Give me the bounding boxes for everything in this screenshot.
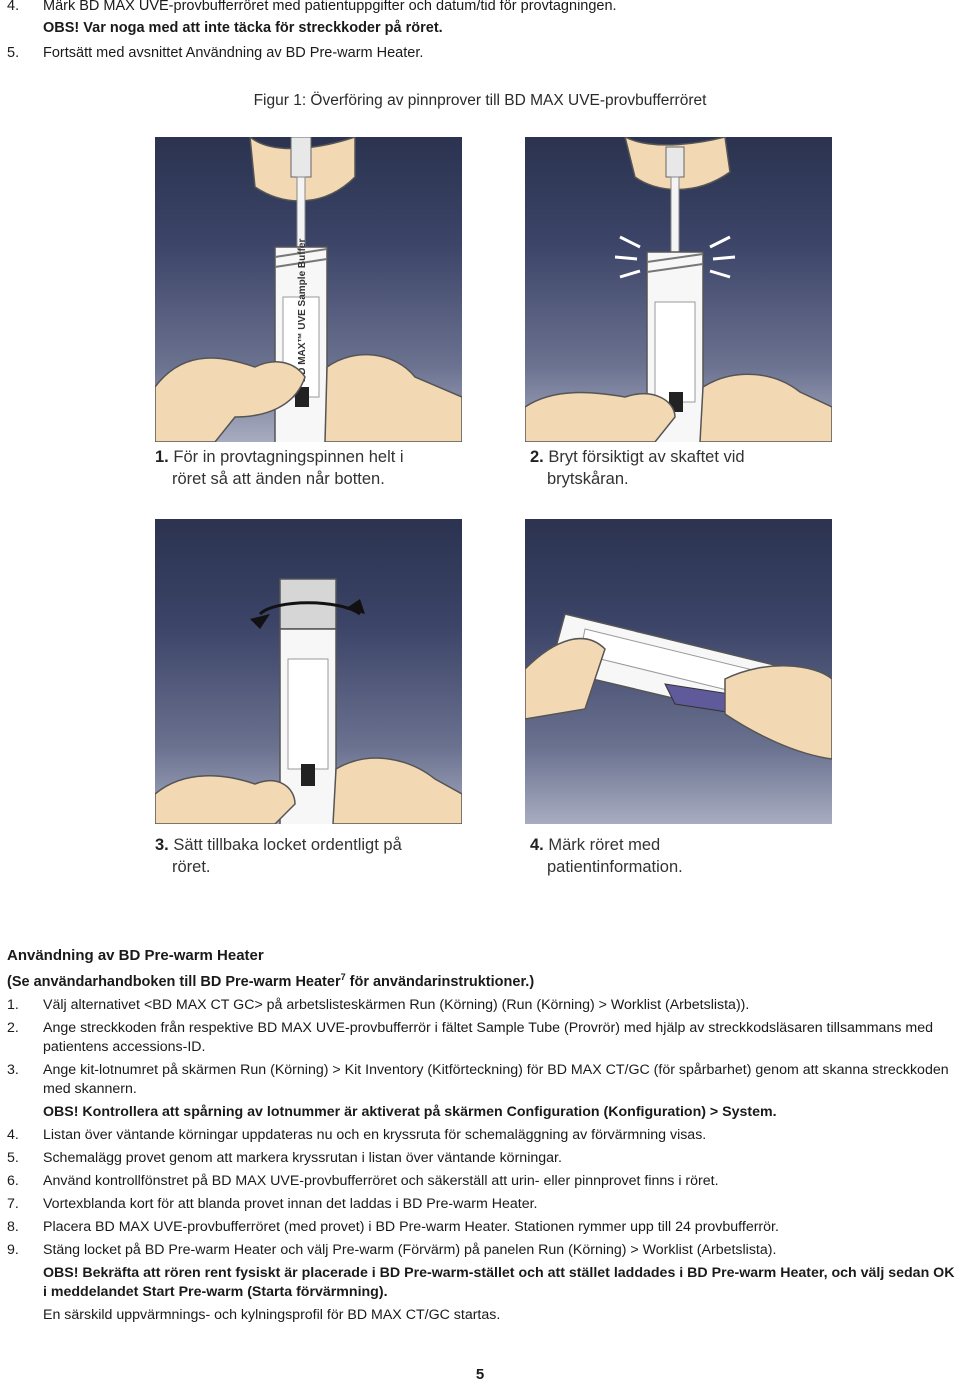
label-tube-illustration bbox=[525, 519, 832, 824]
figure-caption-1 bbox=[155, 446, 404, 490]
caption-text-line2: brytskåran. bbox=[547, 470, 629, 488]
obs-note: OBS! Kontrollera att spårning av lotnummer är aktiverat på skärmen Configuration (Konfiguration) > System. bbox=[43, 1104, 777, 1120]
caption-text-line2: röret. bbox=[172, 858, 211, 876]
section-subtitle-before: (Se användarhandboken till BD Pre-warm Heater bbox=[7, 973, 341, 990]
step-number: 1. bbox=[7, 997, 19, 1013]
figure-caption-2 bbox=[530, 446, 745, 490]
footnote-ref: 7 bbox=[340, 972, 346, 982]
step-number: 7. bbox=[7, 1196, 19, 1212]
list-text: Fortsätt med avsnittet Användning av BD Pre-warm Heater. bbox=[43, 45, 424, 61]
list-number: 4. bbox=[7, 0, 20, 14]
swab-break-illustration bbox=[525, 137, 832, 442]
step-number: 4. bbox=[7, 1127, 19, 1143]
figure-panel-3 bbox=[155, 519, 462, 824]
figure-panel-4 bbox=[525, 519, 832, 824]
step-text: Listan över väntande körningar uppdateras nu och en kryssruta för schemaläggning av förvärmning visas. bbox=[43, 1127, 707, 1143]
step-number: 5. bbox=[7, 1150, 19, 1166]
figure-title: Figur 1: Överföring av pinnprover till BD MAX UVE-provbufferröret bbox=[253, 92, 707, 109]
list-item bbox=[7, 1061, 957, 1099]
section-subtitle bbox=[7, 972, 534, 990]
caption-number: 3. bbox=[155, 836, 169, 854]
step-number: 8. bbox=[7, 1219, 19, 1235]
tube-label-text: BD MAX™ UVE Sample Buffer bbox=[297, 238, 308, 382]
obs-note: OBS! Var noga med att inte täcka för streckkoder på röret. bbox=[43, 20, 443, 36]
page-number: 5 bbox=[475, 1366, 485, 1383]
step-number: 2. bbox=[7, 1020, 19, 1036]
figure-panel-1 bbox=[155, 137, 462, 442]
steps-list bbox=[7, 996, 957, 1329]
section-title: Användning av BD Pre-warm Heater bbox=[7, 947, 264, 964]
figure-caption-3 bbox=[155, 834, 402, 878]
caption-text-line1: Märk röret med bbox=[548, 836, 661, 854]
step-text: Välj alternativet <BD MAX CT GC> på arbetslisteskärmen Run (Körning) (Run (Körning) > Worklist (Arbetslista)). bbox=[43, 997, 750, 1013]
step-text: Stäng locket på BD Pre-warm Heater och välj Pre-warm (Förvärm) på panelen Run (Körning) > Worklist (Arbetslista). bbox=[43, 1242, 777, 1258]
list-item bbox=[7, 1149, 957, 1168]
swab-insert-illustration bbox=[155, 137, 462, 442]
figure-caption-4 bbox=[530, 834, 683, 878]
list-text: Märk BD MAX UVE-provbufferröret med patientuppgifter och datum/tid för provtagningen. bbox=[43, 0, 617, 14]
section-subtitle-after: för användarinstruktioner.) bbox=[345, 973, 535, 990]
list-item bbox=[7, 1241, 957, 1260]
figure-panel-2 bbox=[525, 137, 832, 442]
caption-text-line1: För in provtagningspinnen helt i bbox=[173, 448, 404, 466]
list-item bbox=[7, 1195, 957, 1214]
caption-text-line2: röret så att änden når botten. bbox=[172, 470, 385, 488]
caption-number: 4. bbox=[530, 836, 544, 854]
info-note: En särskild uppvärmnings- och kylningsprofil för BD MAX CT/GC startas. bbox=[43, 1307, 501, 1323]
step-text: Placera BD MAX UVE-provbufferröret (med provet) i BD Pre-warm Heater. Stationen rymmer upp till 24 provbufferrör. bbox=[43, 1219, 779, 1235]
list-number: 5. bbox=[7, 45, 20, 61]
list-item bbox=[7, 1172, 957, 1191]
step-number: 9. bbox=[7, 1242, 19, 1258]
caption-text-line1: Bryt försiktigt av skaftet vid bbox=[548, 448, 745, 466]
step-text: Ange streckkoden från respektive BD MAX UVE-provbufferrör i fältet Sample Tube (Provrör) med hjälp av streckkodsläsaren tillsammans med patientens accessions-ID. bbox=[43, 1020, 933, 1055]
step-number: 6. bbox=[7, 1173, 19, 1189]
list-item bbox=[7, 1019, 957, 1057]
list-item bbox=[7, 996, 957, 1015]
caption-number: 2. bbox=[530, 448, 544, 466]
step-text: Schemalägg provet genom att markera kryssrutan i listan över väntande körningar. bbox=[43, 1150, 562, 1166]
step-text: Använd kontrollfönstret på BD MAX UVE-provbufferröret och säkerställ att urin- eller pinnprovet finns i röret. bbox=[43, 1173, 719, 1189]
caption-text-line2: patientinformation. bbox=[547, 858, 683, 876]
list-item bbox=[7, 1218, 957, 1237]
step-number: 3. bbox=[7, 1062, 19, 1078]
step-text: Vortexblanda kort för att blanda provet innan det laddas i BD Pre-warm Heater. bbox=[43, 1196, 538, 1212]
obs-note: OBS! Bekräfta att rören rent fysiskt är placerade i BD Pre-warm-stället och att stället laddades i BD Pre-warm Heater, och välj sedan OK i meddelandet Start Pre-warm (Starta förvärmning). bbox=[43, 1265, 955, 1300]
caption-text-line1: Sätt tillbaka locket ordentligt på bbox=[173, 836, 402, 854]
cap-replace-illustration bbox=[155, 519, 462, 824]
list-item bbox=[7, 1126, 957, 1145]
step-text: Ange kit-lotnumret på skärmen Run (Körning) > Kit Inventory (Kitförteckning) för BD MAX CT/GC (för spårbarhet) genom att skanna streckkoden med skannern. bbox=[43, 1062, 949, 1097]
caption-number: 1. bbox=[155, 448, 169, 466]
